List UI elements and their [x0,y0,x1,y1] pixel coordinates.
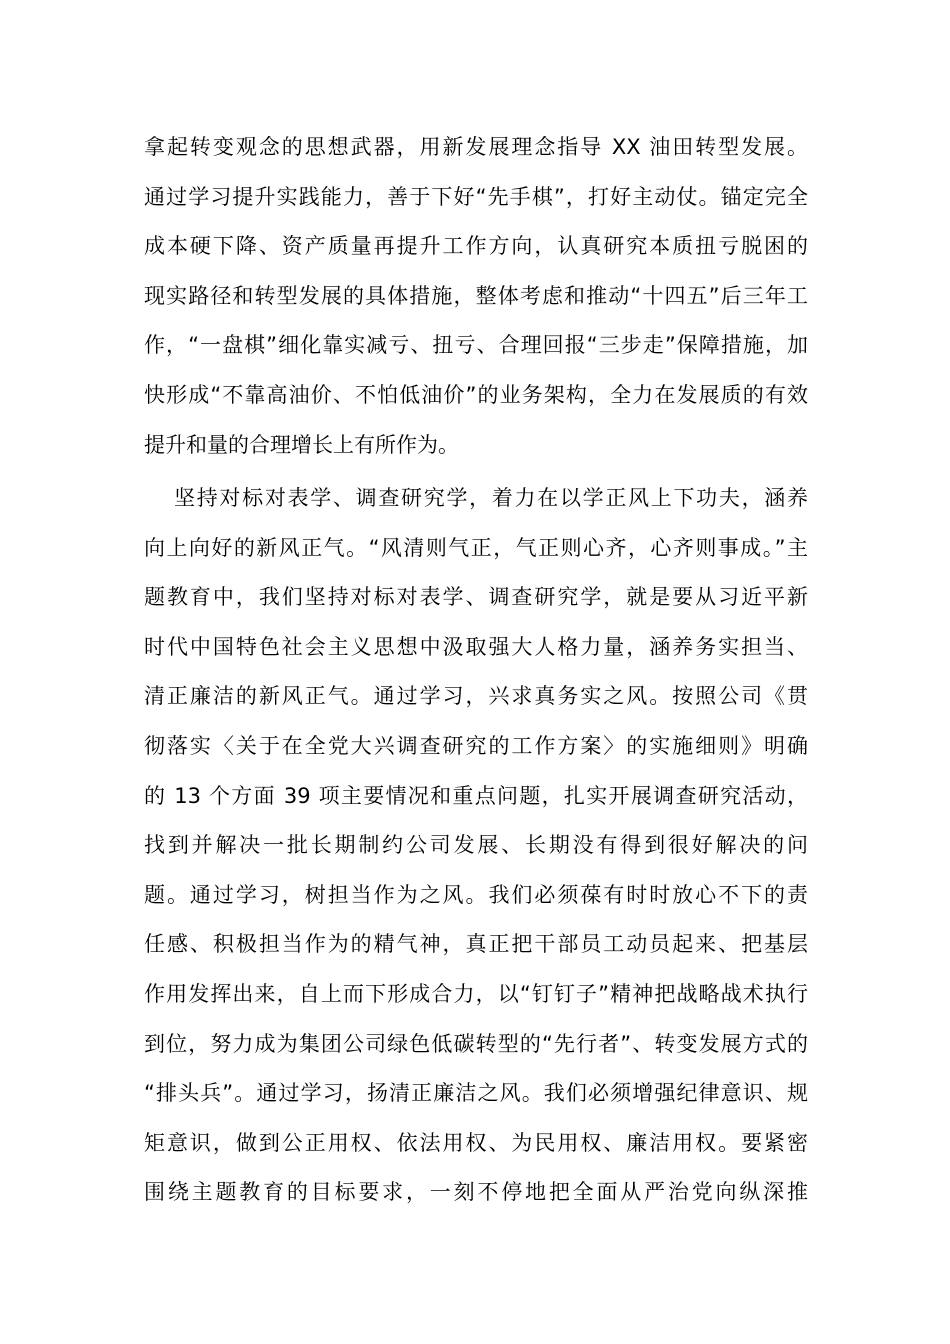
paragraph-line: 任感、积极担当作为的精气神，真正把干部员工动员起来、把基层 [144,932,808,957]
paragraph-line: 找到并解决一批长期制约公司发展、长期没有得到很好解决的问 [144,833,808,858]
paragraph-line: 快形成“不靠高油价、不怕低油价”的业务架构，全力在发展质的有效 [144,382,808,407]
paragraph-line: 时代中国特色社会主义思想中汲取强大人格力量，涵养务实担当、 [144,634,808,659]
paragraph-line: 向上向好的新风正气。“风清则气正，气正则心齐，心齐则事成。”主 [144,535,808,560]
paragraph-line: 作用发挥出来，自上而下形成合力，以“钉钉子”精神把战略战术执行 [144,981,808,1006]
paragraph-line: 通过学习提升实践能力，善于下好“先手棋”，打好主动仗。锚定完全 [144,184,808,209]
paragraph-line: 提升和量的合理增长上有所作为。 [144,432,459,457]
paragraph-line: 清正廉洁的新风正气。通过学习，兴求真务实之风。按照公司《贯 [144,684,808,709]
paragraph-line: 成本硬下降、资产质量再提升工作方向，认真研究本质扭亏脱困的 [144,234,808,259]
paragraph-line: 围绕主题教育的目标要求，一刻不停地把全面从严治党向纵深推 [144,1180,808,1205]
paragraph-line: 拿起转变观念的思想武器，用新发展理念指导 XX 油田转型发展。 [144,135,808,159]
paragraph-line: 题。通过学习，树担当作为之风。我们必须葆有时时放心不下的责 [144,882,808,907]
paragraph-line: 坚持对标对表学、调查研究学，着力在以学正风上下功夫，涵养 [174,486,808,510]
paragraph-line: “排头兵”。通过学习，扬清正廉洁之风。我们必须增强纪律意识、规 [144,1081,808,1106]
paragraph-line: 到位，努力成为集团公司绿色低碳转型的“先行者”、转变发展方式的 [144,1031,808,1056]
paragraph-line: 彻落实〈关于在全党大兴调查研究的工作方案〉的实施细则》明确 [144,733,808,758]
paragraph-2 [144,474,808,1218]
paragraph-line: 作，“一盘棋”细化靠实减亏、扭亏、合理回报“三步走”保障措施，加 [144,333,808,358]
paragraph-line: 的 13 个方面 39 项主要情况和重点问题，扎实开展调查研究活动， [144,783,808,808]
paragraph-line: 现实路径和转型发展的具体措施，整体考虑和推动“十四五”后三年工 [144,283,808,308]
paragraph-line: 题教育中，我们坚持对标对表学、调查研究学，就是要从习近平新 [144,585,808,610]
paragraph-1 [144,123,808,470]
paragraph-line: 矩意识，做到公正用权、依法用权、为民用权、廉洁用权。要紧密 [144,1130,808,1155]
